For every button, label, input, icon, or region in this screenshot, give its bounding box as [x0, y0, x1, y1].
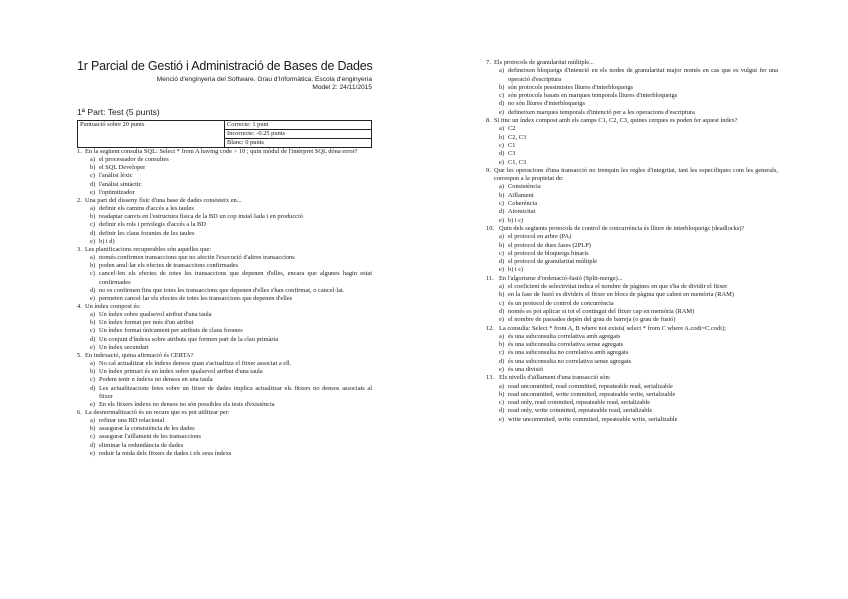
option-text: Un índex primari és un índex sobre qualsevol atribut d'una taula [99, 368, 263, 376]
option-letter: a) [90, 205, 95, 213]
option-text: és una divisió [508, 365, 544, 373]
question [486, 325, 778, 375]
option-letter: e) [90, 449, 95, 457]
answer-option [77, 336, 372, 344]
answer-option [486, 358, 778, 366]
question-text: Un índex compost és: [85, 302, 141, 310]
answer-option [486, 134, 778, 142]
answer-option [486, 349, 778, 357]
answer-option [77, 172, 372, 180]
option-text: cancel·len els efectes de totes les transaccions que depenen d'elles, encara que algunes hagin estat confirmades [99, 270, 372, 286]
question-list-left [77, 148, 372, 458]
answer-option [486, 84, 778, 92]
option-letter: b) [499, 390, 505, 398]
answer-option [486, 283, 778, 291]
option-letter: d) [90, 286, 96, 294]
answer-option [77, 221, 372, 229]
option-letter: d) [499, 150, 505, 158]
option-text: poden anul·lar els efectes de transaccions confirmades [99, 262, 239, 270]
option-letter: b) [499, 191, 505, 199]
option-text: només es pot aplicar si tot el contingut del fitxer cap en memòria (RAM) [508, 307, 695, 315]
question-number: 10. [486, 224, 494, 232]
option-letter: a) [499, 233, 504, 241]
option-letter: b) [499, 241, 505, 249]
question-stem [486, 167, 778, 184]
question-text: Els protocols de granularitat múltiple... [494, 59, 594, 66]
option-list [77, 360, 372, 409]
option-letter: a) [90, 417, 95, 425]
question-number: 1. [77, 148, 82, 155]
option-text: és una subconsulta correlativa sense agregats [508, 341, 624, 349]
option-text: només confirmen transaccions que no afectin l'execució d'altres transaccions [99, 254, 295, 262]
question [77, 409, 372, 458]
option-text: Podem tenir n índexs no densos en una taula [99, 376, 213, 384]
option-letter: e) [499, 216, 504, 224]
question-text: La consulta: Select * from A, B where not exists( select * from C where A.codi=C.codi); [499, 324, 726, 332]
option-letter: c) [499, 399, 504, 407]
answer-option [77, 205, 372, 213]
option-text: C2 [508, 125, 516, 133]
answer-option [77, 270, 372, 286]
option-list [486, 183, 778, 224]
answer-option [77, 344, 372, 352]
answer-option [77, 213, 372, 221]
answer-option [486, 366, 778, 374]
option-list [486, 233, 778, 274]
option-list [77, 156, 372, 197]
option-text: són protocols pessimistes lliures d'interbloqueigs [508, 83, 634, 91]
question [77, 303, 372, 352]
option-text: C1 [508, 141, 516, 149]
answer-option [77, 433, 372, 441]
answer-option [486, 92, 778, 100]
option-letter: c) [90, 221, 95, 229]
option-text: read only, read commited, repeateable read, serializable [508, 399, 651, 407]
question-text: Si tinc un índex compost amb els camps C1, C2, C3, quines cerques es poden fer aquest índex? [494, 117, 738, 125]
option-list [77, 254, 372, 303]
option-letter: b) [90, 164, 96, 172]
option-text: b) i c) [508, 216, 524, 224]
answer-option [77, 401, 372, 409]
option-text: read only, write commited, repeateable read, serializable [508, 407, 653, 415]
answer-option [486, 67, 778, 84]
option-letter: e) [499, 365, 504, 373]
question-text: Una part del disseny físic d'una base de dades consisteix en... [85, 196, 242, 204]
option-text: No cal actualitzar els índexs densos quan s'actualitza el fitxer associat a ell. [99, 360, 292, 368]
answer-option [77, 230, 372, 238]
answer-option [77, 189, 372, 197]
option-text: b) i c) [508, 266, 524, 274]
option-text: Un índex format únicament per atributs de claus foranes [99, 327, 243, 335]
option-letter: e) [90, 343, 95, 351]
question-text: En indexació, quina afirmació és CERTA? [85, 351, 194, 359]
option-text: el protocol de granularitat múltiple [508, 258, 598, 266]
option-letter: d) [90, 180, 96, 188]
question-number: 6. [77, 409, 82, 416]
option-letter: e) [90, 294, 95, 302]
question-text: Quin dels següents protocols de control de concurrència és lliure de interbloqueigs (deadlocks)? [499, 224, 745, 232]
answer-option [77, 442, 372, 450]
option-letter: d) [499, 407, 505, 415]
question-stem [77, 352, 372, 360]
answer-option [486, 208, 778, 216]
option-text: el protocol en arbre (PA) [508, 233, 572, 241]
option-text: C2, C3 [508, 133, 527, 141]
option-letter: d) [499, 357, 505, 365]
question-number: 13. [486, 374, 494, 382]
document-subtitle: Menció d'enginyeria del Software. Grau d'Informàtica. Escola d'enginyeria [156, 76, 372, 83]
question-text: La desnormalització és un recurs que es pot utilitzar per: [85, 409, 230, 416]
answer-option [486, 200, 778, 208]
option-letter: c) [90, 270, 95, 278]
answer-option [486, 383, 778, 391]
answer-option [486, 341, 778, 349]
question [486, 225, 778, 275]
option-text: En els fitxers índexs no densos no són possibles els tests d'existència [99, 400, 275, 408]
question [77, 197, 372, 246]
question-number: 9. [486, 166, 491, 174]
answer-option [486, 217, 778, 225]
answer-option [486, 291, 778, 299]
option-letter: d) [90, 229, 96, 237]
answer-option [486, 192, 778, 200]
option-letter: a) [90, 254, 95, 262]
scoring-blank: Blanc: 0 punts [225, 139, 372, 148]
option-text: Un índex format per més d'un atribut [99, 319, 194, 327]
option-text: readaptar canvis en l'estructura física de la BD un cop instal·lada i en producció [99, 213, 303, 221]
option-letter: b) [90, 213, 96, 221]
model-date: Model 2: 24/11/2015 [312, 84, 372, 91]
question-stem [77, 246, 372, 254]
answer-option [77, 385, 372, 401]
option-text: definir les claus foranies de les taules [99, 229, 195, 237]
option-letter: c) [499, 249, 504, 257]
scoring-correct: Correcte: 1 punt [225, 121, 372, 130]
option-list [77, 205, 372, 246]
answer-option [77, 450, 372, 458]
answer-option [486, 391, 778, 399]
option-letter: a) [90, 311, 95, 319]
answer-option [77, 164, 372, 172]
option-text: reduir la mida dels fitxers de dades i els seus índexs [99, 449, 232, 457]
option-letter: e) [499, 108, 504, 116]
answer-option [486, 233, 778, 241]
option-text: és una subconsulta correlativa amb agregats [508, 332, 621, 340]
answer-option [77, 425, 372, 433]
option-letter: a) [90, 156, 95, 164]
answer-option [77, 181, 372, 189]
answer-option [77, 295, 372, 303]
option-letter: c) [499, 200, 504, 208]
option-letter: a) [499, 382, 504, 390]
answer-option [77, 287, 372, 295]
option-text: són protocols basats en marques temporals lliures d'interbloqueigs [508, 92, 678, 100]
option-text: el processador de consultes [99, 156, 169, 164]
option-letter: e) [499, 266, 504, 274]
option-letter: a) [499, 283, 504, 291]
option-list [486, 125, 778, 166]
answer-option [77, 254, 372, 262]
option-letter: a) [499, 332, 504, 340]
question-stem [486, 59, 778, 67]
question-text: Les planificacions recuperables són aquelles que: [85, 245, 212, 253]
option-letter: c) [90, 327, 95, 335]
answer-option [486, 100, 778, 108]
question-text: En la següent consulta SQL: Select * from A having code > 10 ; quin mòdul de l'intèrpret SQL dóna error? [85, 148, 358, 155]
option-text: és una subconsulta no correlativa sense agregats [508, 357, 632, 365]
option-letter: e) [499, 158, 504, 166]
question-stem [77, 409, 372, 417]
question-stem [486, 325, 778, 333]
option-text: C3 [508, 150, 516, 158]
option-letter: c) [499, 299, 504, 307]
scoring-total: Puntuació sobre 20 punts [78, 121, 225, 148]
option-letter: b) [499, 83, 505, 91]
option-text: refinar una BD relacional [99, 417, 165, 425]
question [77, 246, 372, 303]
option-letter: c) [90, 172, 95, 180]
option-letter: b) [499, 291, 505, 299]
option-letter: a) [90, 360, 95, 368]
option-text: no es confirmen fins que totes les transaccions que depenen d'elles s'han confirmat, o cancel·lat. [99, 286, 345, 294]
option-text: defineixen marques temporals d'intenció per a les operacions d'escriptura [508, 108, 695, 116]
question-stem [77, 303, 372, 311]
option-letter: c) [90, 433, 95, 441]
question-text: En l'algorisme d'ordenació-fusió (Split-merge)... [499, 274, 623, 282]
document-title: 1r Parcial de Gestió i Administració de Bases de Dades [77, 59, 373, 73]
option-text: Consistència [508, 183, 541, 191]
question-stem [77, 197, 372, 205]
question-number: 5. [77, 351, 82, 359]
option-letter: c) [499, 141, 504, 149]
option-text: b) i d) [99, 237, 115, 245]
option-letter: d) [90, 441, 96, 449]
option-list [486, 383, 778, 424]
part-title: 1ª Part: Test (5 punts) [77, 107, 160, 117]
option-letter: b) [90, 368, 96, 376]
question-number: 3. [77, 245, 82, 253]
option-text: l'anàlisi sintàctic [99, 180, 142, 188]
question-stem [486, 275, 778, 283]
answer-option [77, 319, 372, 327]
option-text: Un índex secundari [99, 343, 149, 351]
option-letter: d) [90, 384, 96, 392]
answer-option [486, 333, 778, 341]
option-text: el nombre de passades depèn del grau de barreja (o grau de fusió) [508, 316, 676, 324]
scoring-table [77, 120, 372, 148]
question-number: 11. [486, 274, 494, 282]
answer-option [486, 258, 778, 266]
option-text: read uncommited, read committed, repeateable read, serializable [508, 382, 673, 390]
question-stem [486, 225, 778, 233]
question-number: 7. [486, 59, 491, 66]
answer-option [486, 150, 778, 158]
question-text: Els nivells d'aïllament d'una transacció són: [499, 374, 611, 382]
answer-option [77, 360, 372, 368]
option-letter: a) [499, 183, 504, 191]
answer-option [486, 183, 778, 191]
option-list [77, 417, 372, 458]
option-letter: b) [90, 262, 96, 270]
question-stem [77, 148, 372, 156]
option-text: Aïllament [508, 191, 534, 199]
answer-option [486, 250, 778, 258]
option-text: el coeficient de selectivitat indica el nombre de pàgines en que s'ha de dividir el fitxer [508, 283, 728, 291]
option-letter: c) [499, 349, 504, 357]
option-text: assegurar la consistència de les dades [99, 425, 195, 433]
option-text: l'optimitzador [99, 188, 135, 196]
option-letter: e) [499, 316, 504, 324]
question-stem [486, 117, 778, 125]
option-letter: d) [499, 307, 505, 315]
answer-option [486, 316, 778, 324]
option-text: l'anàlisi lèxic [99, 172, 133, 180]
option-list [77, 311, 372, 352]
option-letter: e) [90, 237, 95, 245]
question [486, 117, 778, 167]
question-number: 2. [77, 196, 82, 204]
option-text: és un protocol de control de concurrència [508, 299, 614, 307]
option-letter: e) [90, 188, 95, 196]
option-letter: a) [499, 67, 504, 75]
option-letter: d) [90, 335, 96, 343]
option-letter: d) [499, 258, 505, 266]
option-text: Coherència [508, 200, 538, 208]
answer-option [486, 266, 778, 274]
answer-option [486, 159, 778, 167]
option-text: definir els camins d'accés a les taules [99, 205, 194, 213]
answer-option [77, 238, 372, 246]
question [77, 148, 372, 197]
answer-option [486, 109, 778, 117]
question-stem [486, 374, 778, 382]
answer-option [77, 368, 372, 376]
option-text: és una subconsulta no correlativa amb agregats [508, 349, 629, 357]
option-text: write uncommited, write commited, repeateable write, serializable [508, 415, 678, 423]
question-text: Que les operacions d'una transacció no trenquin les regles d'integritat, tant les específiques com les generals, correspon a la propietat de: [494, 166, 778, 183]
option-text: defineixen bloqueigs d'intenció en els nodes de granularitat major només en cas que es vulgui fer una operació d'escriptura [508, 67, 778, 83]
answer-option [77, 376, 372, 384]
option-text: definir els rols i privilegis d'accés a la BD [99, 221, 206, 229]
answer-option [77, 327, 372, 335]
question-number: 8. [486, 117, 491, 125]
answer-option [486, 407, 778, 415]
option-text: assegurar l'aïllament de les transaccions [99, 433, 201, 441]
answer-option [486, 308, 778, 316]
scoring-incorrect: Incorrecte: -0.25 punts [225, 130, 372, 139]
option-list [486, 67, 778, 117]
option-letter: d) [499, 100, 505, 108]
question [486, 374, 778, 424]
option-letter: c) [90, 376, 95, 384]
option-letter: b) [499, 133, 505, 141]
option-text: el SQL Developer [99, 164, 146, 172]
option-text: eliminar la redundància de dades [99, 441, 184, 449]
option-letter: b) [90, 425, 96, 433]
option-letter: e) [90, 400, 95, 408]
option-text: no són lliures d'interbloqueigs [508, 100, 585, 108]
option-text: Un índex sobre qualsevol atribut d'una taula [99, 311, 212, 319]
option-letter: c) [499, 92, 504, 100]
answer-option [486, 300, 778, 308]
answer-option [77, 311, 372, 319]
answer-option [77, 156, 372, 164]
option-text: el protocol de dues fases (2PLP) [508, 241, 591, 249]
question [486, 167, 778, 225]
option-text: permeten cancel·lar els efectes de totes les transaccions que depenen d'elles [99, 294, 293, 302]
question [77, 352, 372, 409]
option-letter: b) [90, 319, 96, 327]
question-number: 12. [486, 324, 494, 332]
option-text: Atomicitat [508, 208, 536, 216]
option-text: en la fase de fusió es divideix el fitxer en blocs de pàgina que caben en memòria (RAM) [508, 291, 734, 299]
question [486, 59, 778, 117]
option-letter: d) [499, 208, 505, 216]
option-list [486, 283, 778, 324]
option-text: el protocol de bloqueigs binaris [508, 249, 589, 257]
answer-option [486, 125, 778, 133]
answer-option [486, 399, 778, 407]
answer-option [486, 416, 778, 424]
answer-option [77, 262, 372, 270]
option-letter: e) [499, 415, 504, 423]
option-text: read uncommited, write commited, repeateable write, serializable [508, 390, 676, 398]
option-list [486, 333, 778, 374]
answer-option [77, 417, 372, 425]
option-letter: b) [499, 341, 505, 349]
option-text: Les actualitzacions fetes sobre un fitxer de dades implica actualitzar els fitxers no densos associats al fitxer [99, 384, 372, 400]
option-text: Un conjunt d'índexs sobre atributs que formen part de la clau primària [99, 335, 279, 343]
answer-option [486, 242, 778, 250]
question [486, 275, 778, 325]
option-text: C1, C3 [508, 158, 527, 166]
question-number: 4. [77, 302, 82, 310]
question-list-right [486, 59, 778, 424]
option-letter: a) [499, 125, 504, 133]
answer-option [486, 142, 778, 150]
